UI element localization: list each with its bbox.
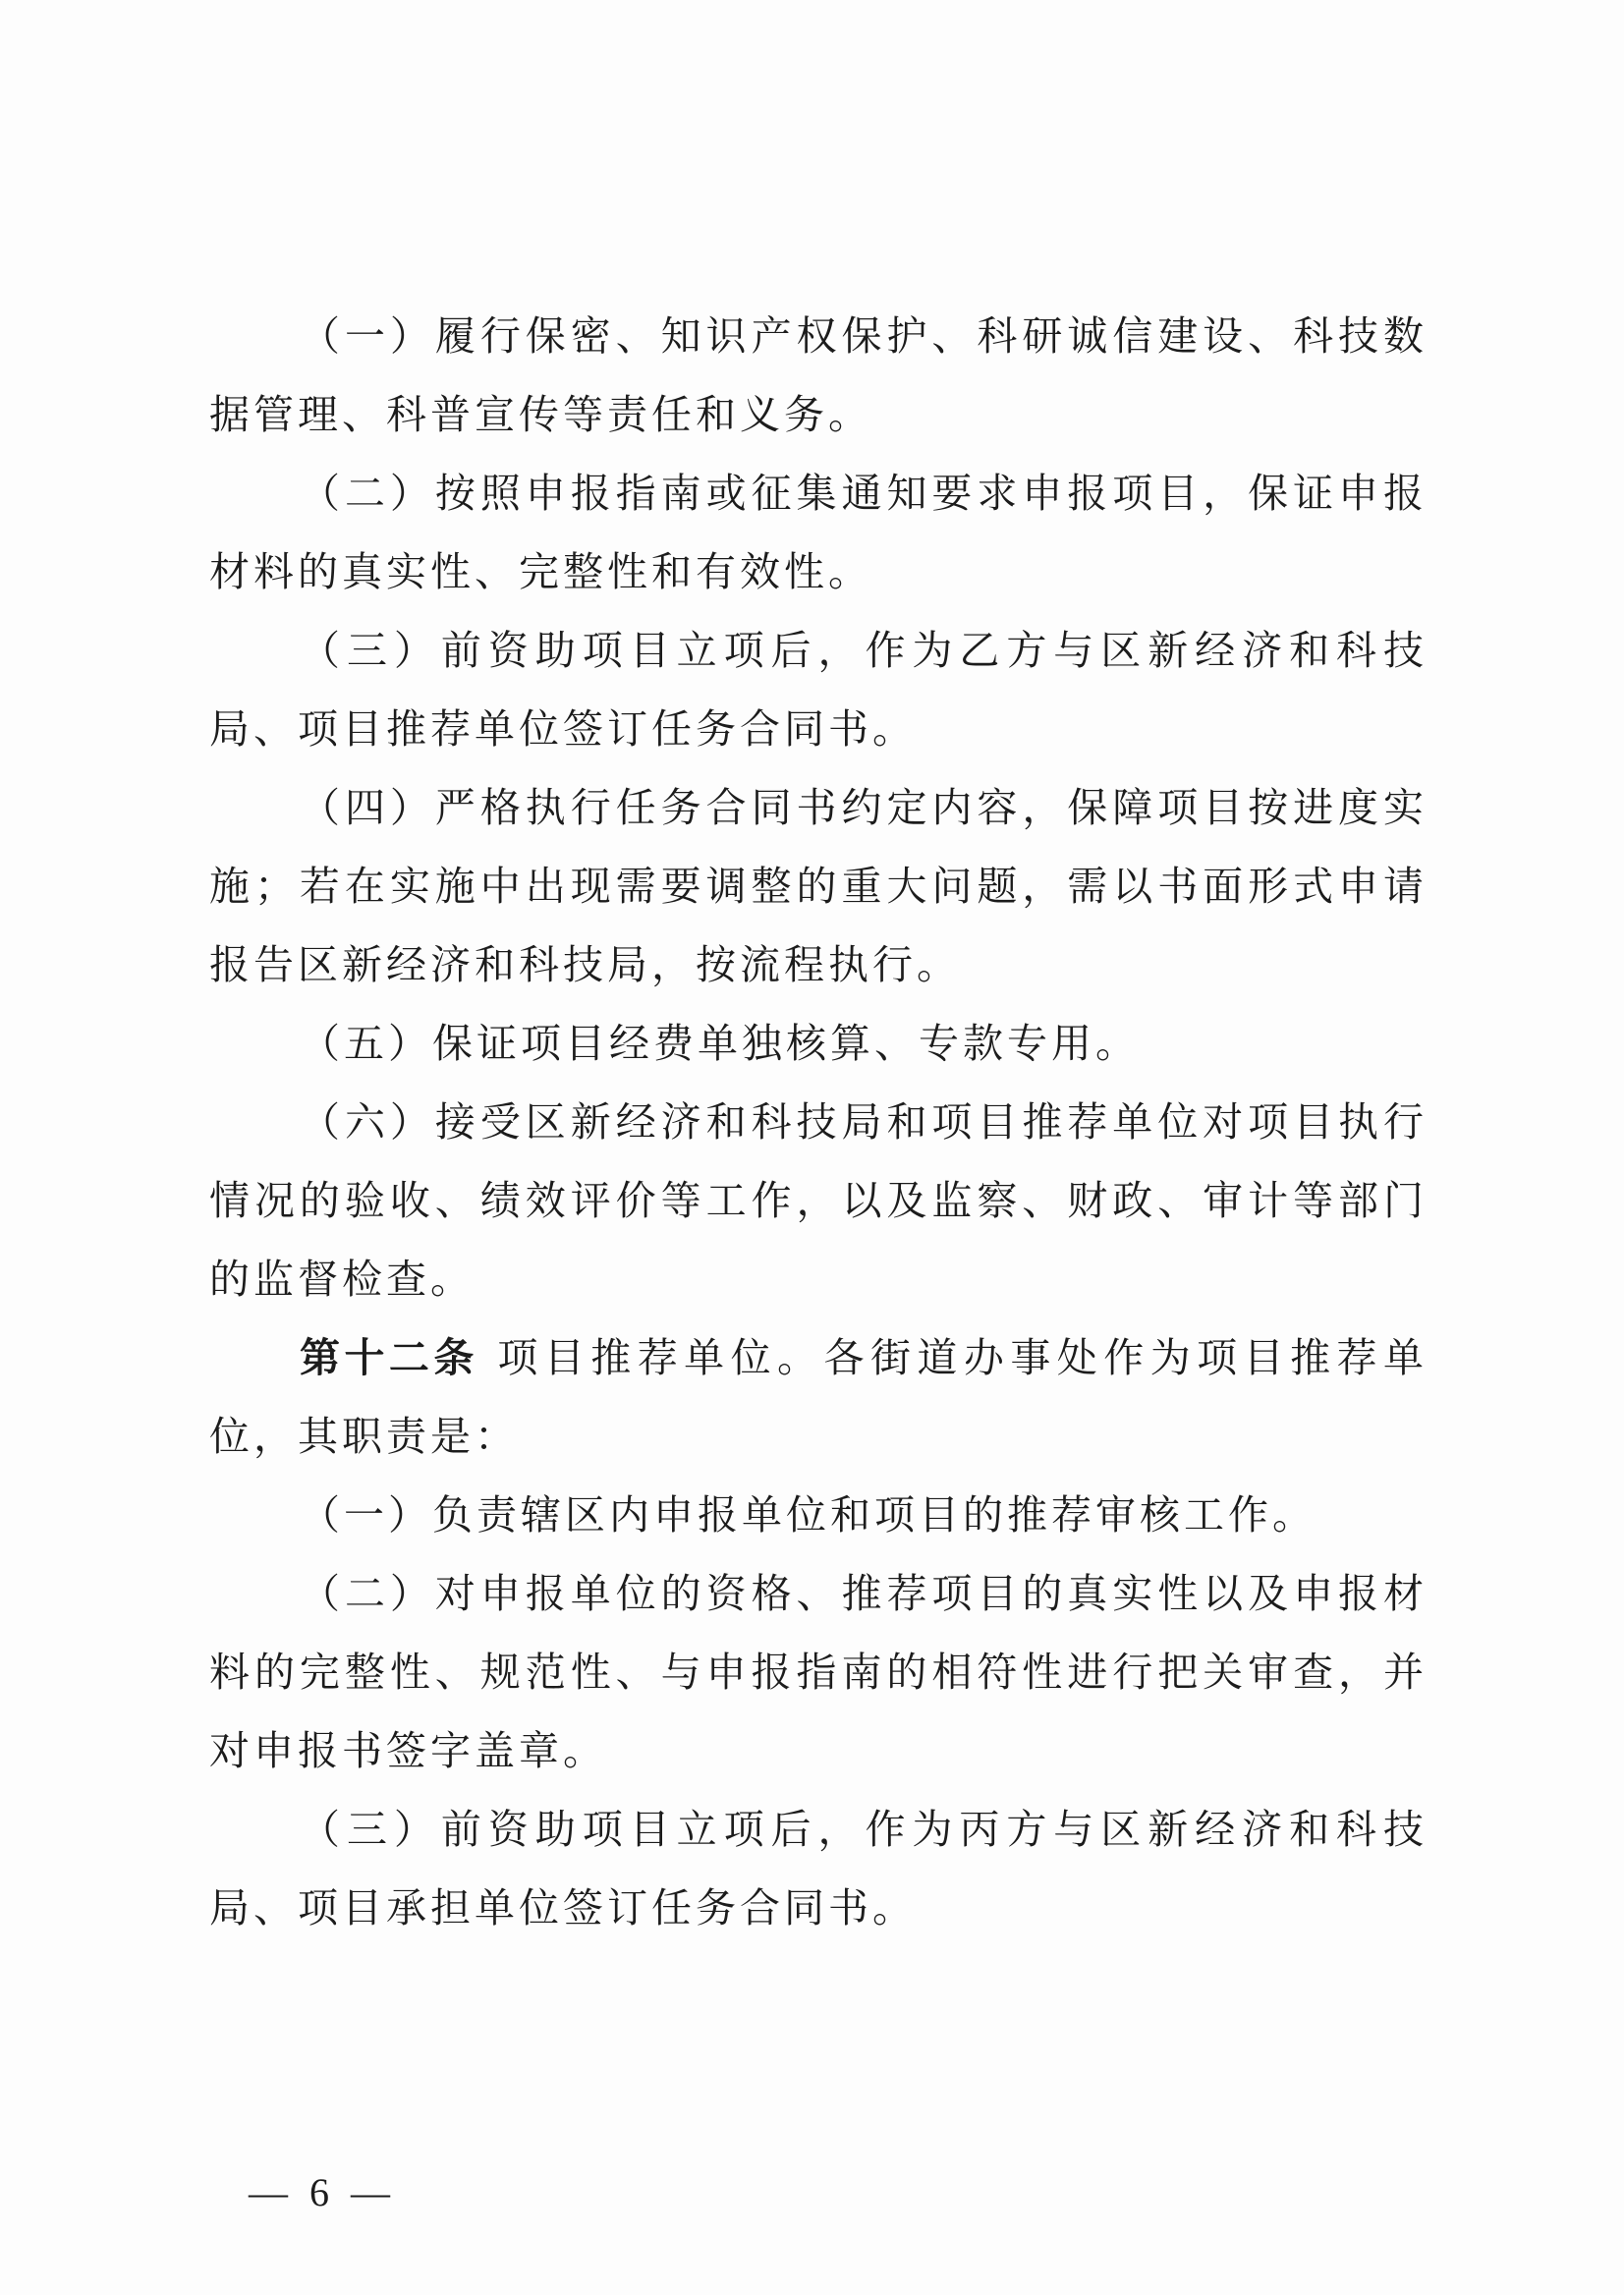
paragraph-5 <box>209 1004 1428 1083</box>
paragraph-text: （一）负责辖区内申报单位和项目的推荐审核工作。 <box>300 1491 1316 1539</box>
paragraph-text: 项目推荐单位。各街道办事处作为项目推荐单位，其职责是： <box>209 1334 1428 1460</box>
paragraph-1 <box>209 297 1428 454</box>
paragraph-text: （二）按照申报指南或征集通知要求申报项目，保证申报材料的真实性、完整性和有效性。 <box>209 470 1428 595</box>
paragraph-9 <box>209 1554 1428 1790</box>
paragraph-10 <box>209 1790 1428 1947</box>
document-body <box>209 297 1428 1947</box>
paragraph-4 <box>209 768 1428 1004</box>
paragraph-8 <box>209 1476 1428 1554</box>
paragraph-6 <box>209 1083 1428 1318</box>
article-12-paragraph <box>209 1318 1428 1476</box>
paragraph-text: （一）履行保密、知识产权保护、科研诚信建设、科技数据管理、科普宣传等责任和义务。 <box>209 312 1428 438</box>
article-heading: 第十二条 <box>300 1334 478 1381</box>
page-number: — 6 — <box>249 2170 396 2214</box>
paragraph-text: （四）严格执行任务合同书约定内容，保障项目按进度实施；若在实施中出现需要调整的重大问题，需以书面形式申请报告区新经济和科技局，按流程执行。 <box>209 784 1428 988</box>
paragraph-text: （六）接受区新经济和科技局和项目推荐单位对项目执行情况的验收、绩效评价等工作，以及监察、财政、审计等部门的监督检查。 <box>209 1098 1428 1303</box>
paragraph-text: （五）保证项目经费单独核算、专款专用。 <box>300 1020 1140 1067</box>
paragraph-3 <box>209 611 1428 768</box>
paragraph-text: （二）对申报单位的资格、推荐项目的真实性以及申报材料的完整性、规范性、与申报指南的相符性进行把关审查，并对申报书签字盖章。 <box>209 1570 1428 1774</box>
paragraph-text: （三）前资助项目立项后，作为乙方与区新经济和科技局、项目推荐单位签订任务合同书。 <box>209 627 1428 753</box>
paragraph-text: （三）前资助项目立项后，作为丙方与区新经济和科技局、项目承担单位签订任务合同书。 <box>209 1806 1428 1931</box>
paragraph-2 <box>209 454 1428 611</box>
